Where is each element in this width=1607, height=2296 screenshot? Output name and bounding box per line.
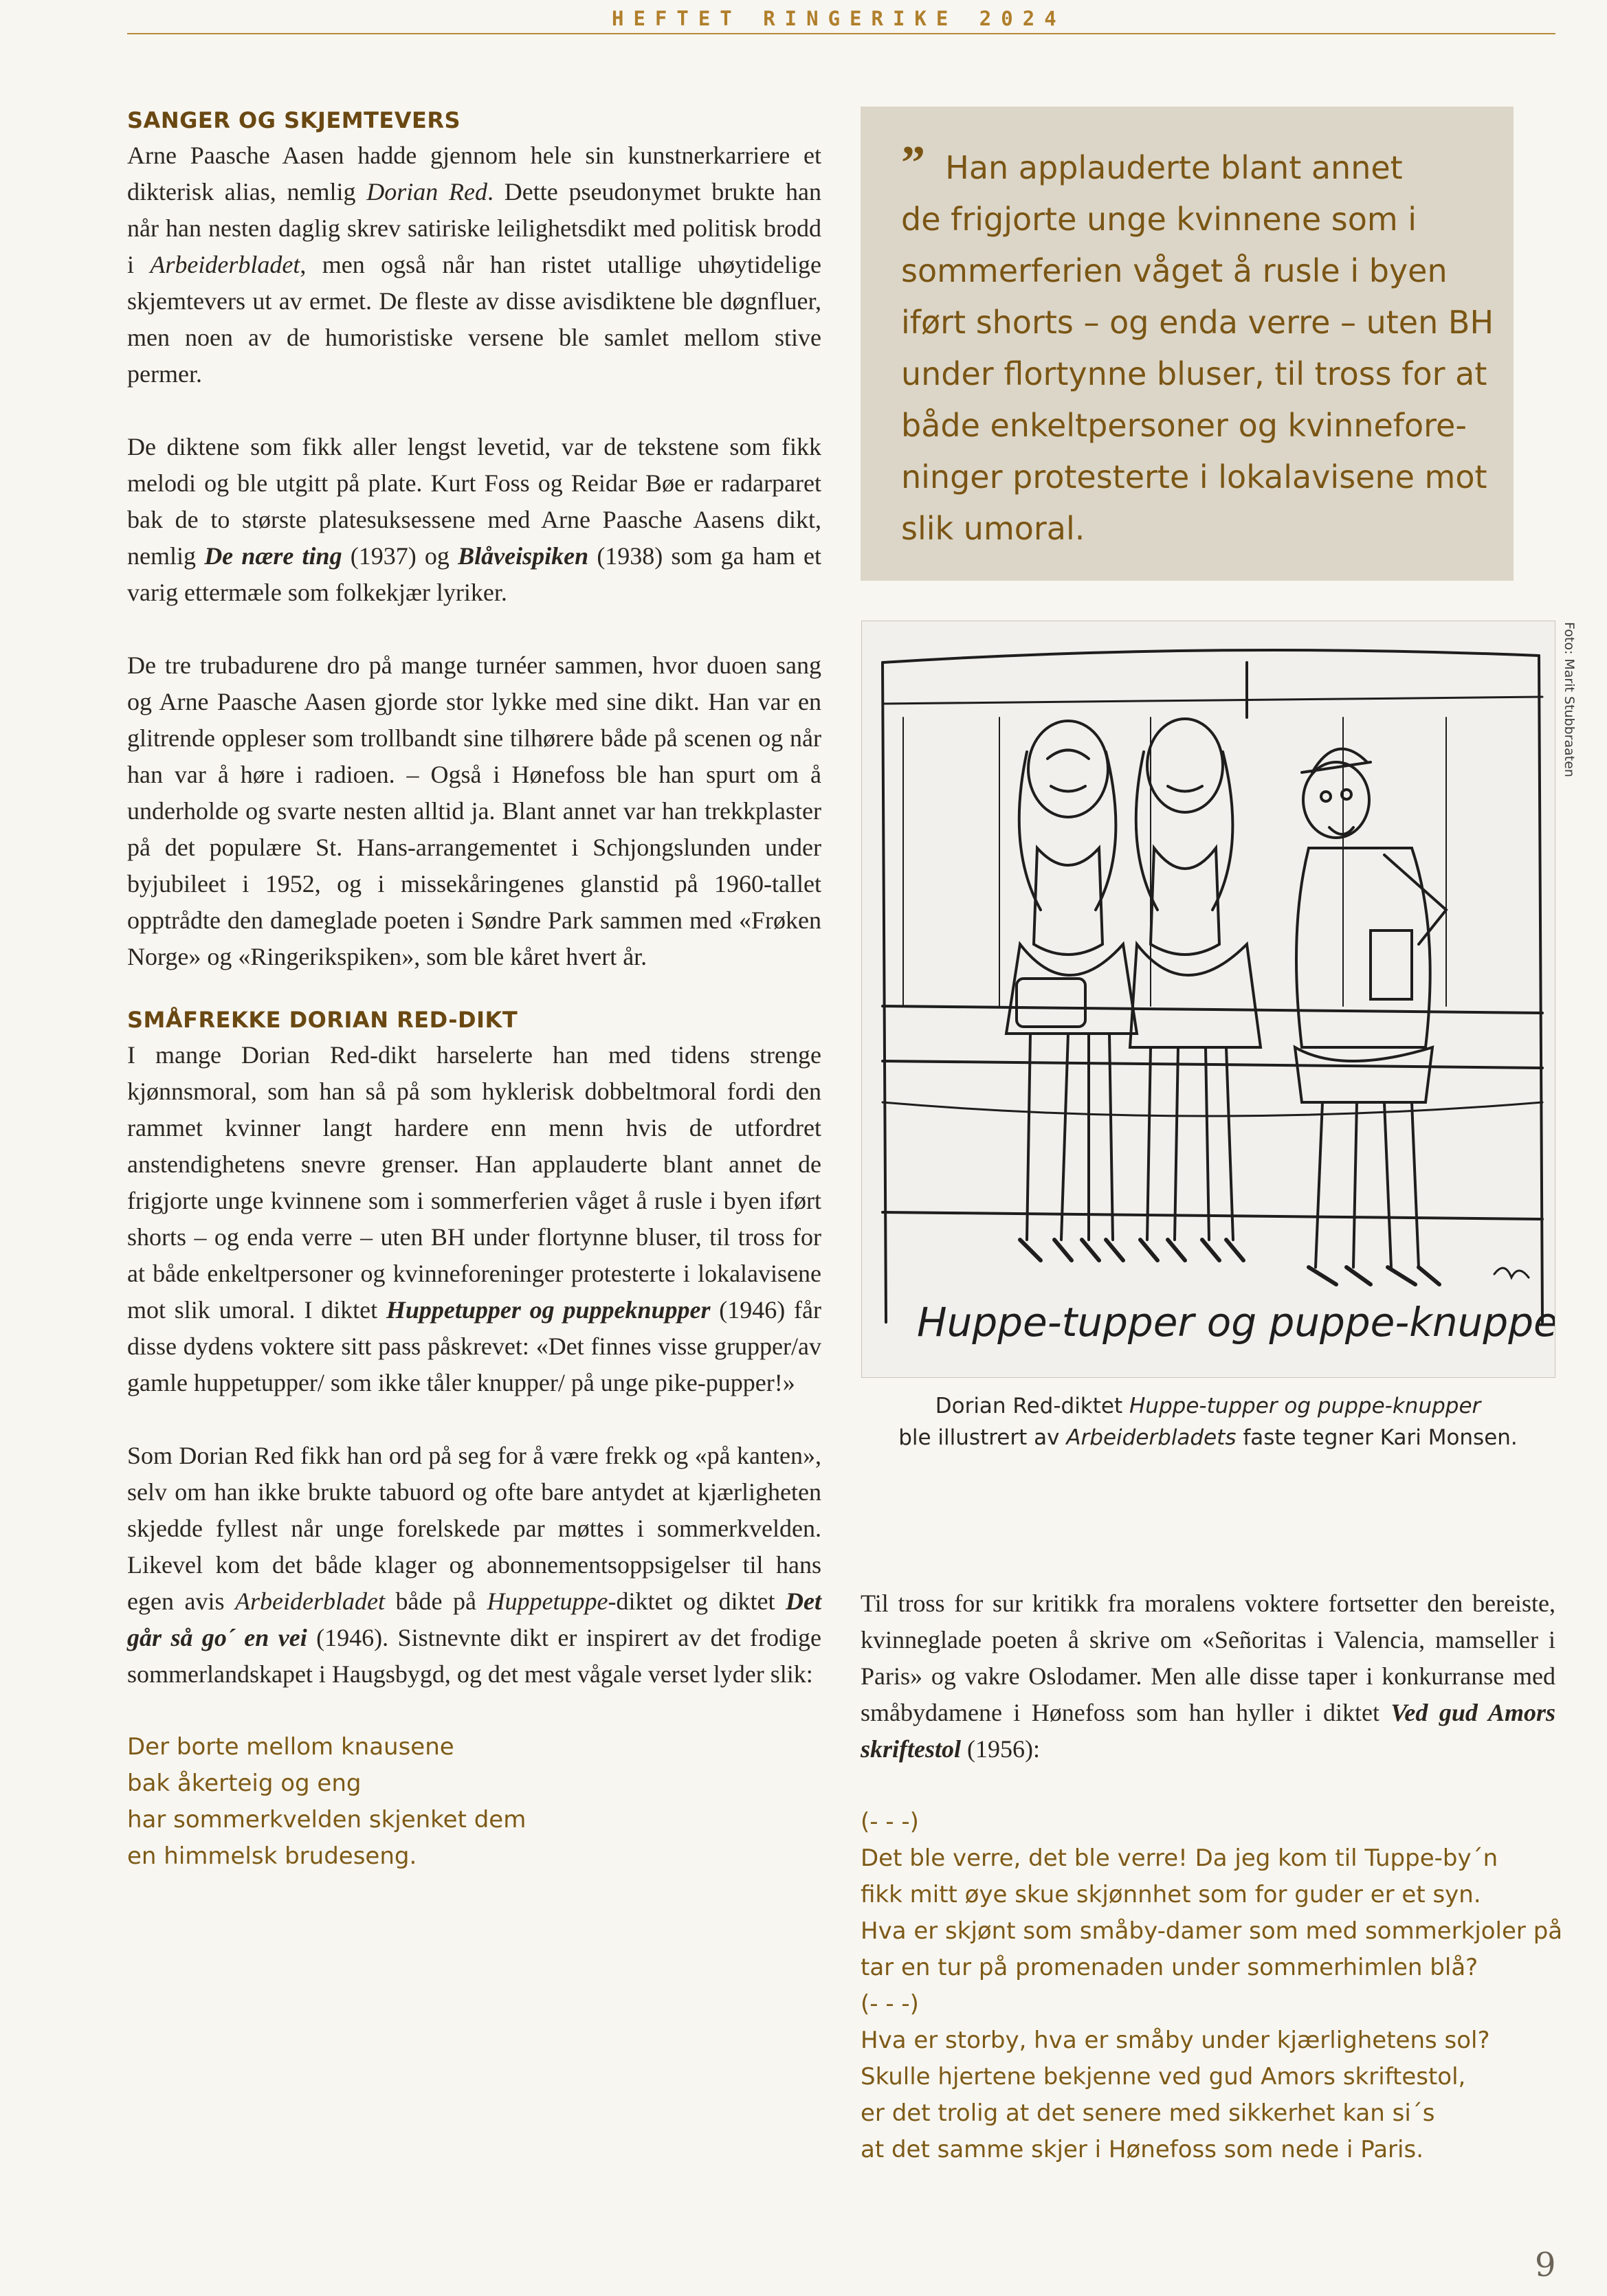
caption-line: Dorian Red-diktet Huppe-tupper og puppe-knupper [935, 1394, 1481, 1418]
verse-line: Det ble verre, det ble verre! Da jeg kom til Tuppe-by´n [861, 1844, 1498, 1872]
verse-line: Hva er storby, hva er småby under kjærlighetens sol? [861, 2027, 1490, 2054]
cartoon-illustration [861, 621, 1555, 1378]
verse-line: Hva er skjønt som småby-damer som med sommerkjoler på [861, 1917, 1563, 1945]
section-heading-smafrekke: SMÅFREKKE DORIAN RED-DIKT [127, 1007, 518, 1033]
cartoon-title: Huppe-tupper og puppe-knupper. [917, 1299, 1555, 1346]
quote-line: ninger protesterte i lokalavisene mot [901, 458, 1487, 495]
cartoon-drawing [862, 621, 1555, 1377]
right-column [861, 1585, 1563, 2168]
paragraph-morals: I mange Dorian Red-dikt harselerte han med tidens strenge kjønnsmoral, som han så på som hyklerisk dobbeltmoral fordi den rammet kvinner langt hardere enn menn hvis de utfordret anstendighetens snevre grenser. Han applauderte blant annet de frigjorte unge kvinnene som i sommerferien våget å rusle i byen iført shorts – og enda verre – uten BH under flortynne bluser, til tross for at både enkeltpersoner og kvinneforeninger protesterte i lokalavisene mot slik umoral. I diktet Huppetupper og puppeknupper (1946) får disse dydens voktere sitt pass påskrevet: «Det finnes visse grupper/av gamle huppetupper/ som ikke tåler knupper/ på unge pike-pupper!» [127, 1041, 822, 1396]
verse-line: har sommerkvelden skjenket dem [127, 1806, 527, 1834]
verse-amors-skriftestol [861, 1804, 1563, 2168]
left-column [127, 103, 821, 1875]
paragraph-senoritas: Til tross for sur kritikk fra moralens voktere fortsetter den bereiste, kvinneglade poeten å skrive om «Señoritas i Valencia, mamseller i Paris» og vakre Oslodamer. Men alle disse taper i konkurranse med småbydamene i Hønefoss som han hyller i diktet Ved gud Amors skriftestol (1956): [861, 1590, 1555, 1763]
pull-quote [861, 107, 1514, 581]
quote-line: under flortynne bluser, til tross for at [901, 355, 1487, 392]
verse-line: at det samme skjer i Hønefoss som nede i Paris. [861, 2136, 1424, 2163]
image-caption [861, 1390, 1555, 1453]
paragraph-reputation: Som Dorian Red fikk han ord på seg for å være frekk og «på kanten», selv om han ikke brukte tabuord og ofte bare antydet at kjærligheten skjedde fyllest når unge forelskede par møttes i sommerkvelden. Likevel kom det både klager og abonnementsoppsigelser til hans egen avis Arbeiderbladet både på Huppetuppe-diktet og diktet Det går så go´ en vei (1946). Sistnevnte dikt er inspirert av det frodige sommerlandskapet i Haugsbygd, og det mest vågale verset lyder slik: [127, 1442, 821, 1688]
verse-line: fikk mitt øye skue skjønnhet som for guder er et syn. [861, 1881, 1481, 1908]
verse-line: (- - -) [861, 1808, 919, 1836]
quote-line: de frigjorte unge kvinnene som i [901, 201, 1417, 238]
verse-line: er det trolig at det senere med sikkerhet kan si´s [861, 2099, 1435, 2127]
quote-line: sommerferien våget å rusle i byen [901, 252, 1448, 289]
verse-line: en himmelsk brudeseng. [127, 1842, 417, 1870]
verse-haugsbygd [127, 1729, 821, 1875]
paragraph-alias: Arne Paasche Aasen hadde gjennom hele sin kunstnerkarriere et dikterisk alias, nemlig Dorian Red. Dette pseudonymet brukte han når han nesten daglig skrev satiriske leilighetsdikt med politisk brodd i Arbeiderbladet, men også når han ristet utallige uhøytidelige skjemtevers ut av ermet. De fleste av disse avisdiktene ble døgnfluer, men noen av de humoristiske versene ble samlet mellom stive permer. [127, 142, 822, 388]
header-title: HEFTET RINGERIKE 2024 [612, 7, 1066, 30]
verse-line: Skulle hjertene bekjenne ved gud Amors skriftestol, [861, 2063, 1466, 2091]
verse-line: bak åkerteig og eng [127, 1770, 362, 1797]
verse-line: (- - -) [861, 1990, 919, 2018]
page-number: 9 [1535, 2246, 1556, 2284]
section-heading-sanger: SANGER OG SKJEMTEVERS [127, 107, 461, 133]
quote-line: både enkeltpersoner og kvinnefore- [901, 407, 1467, 444]
caption-line: ble illustrert av Arbeiderbladets faste tegner Kari Monsen. [898, 1425, 1518, 1450]
quote-line: ” Han applauderte blant annet [901, 137, 1403, 190]
running-header [127, 5, 1555, 34]
verse-line: tar en tur på promenaden under sommerhimlen blå? [861, 1954, 1478, 1981]
verse-line: Der borte mellom knausene [127, 1733, 454, 1761]
quote-mark: ” [901, 137, 925, 190]
quote-line: slik umoral. [901, 510, 1085, 547]
quote-line: iført shorts – og enda verre – uten BH [901, 304, 1494, 341]
paragraph-tours: De tre trubadurene dro på mange turnéer sammen, hvor duoen sang og Arne Paasche Aasen gjorde stor lykke med sine dikt. Han var en glitrende oppleser som trollbandt sine tilhørere både på scenen og når han var å høre i radioen. – Også i Hønefoss ble han spurt om å underholde og svarte nesten alltid ja. Blant annet var han trekkplaster på det populære St. Hans-arrangementet i Schjongslunden under byjubileet i 1952, og i missekåringenes glanstid på 1960-tallet opptrådte den dameglade poeten i Søndre Park sammen med «Frøken Norge» og «Ringerikspiken», som ble kåret hvert år. [127, 651, 821, 970]
photo-credit: Foto: Marit Stubbraaten [1562, 622, 1577, 777]
paragraph-plates: De diktene som fikk aller lengst levetid, var de tekstene som fikk melodi og ble utgitt på plate. Kurt Foss og Reidar Bøe er radarparet bak de to største platesuksessene med Arne Paasche Aasens dikt, nemlig De nære ting (1937) og Blåveispiken (1938) som ga ham et varig ettermæle som folkekjær lyriker. [127, 433, 822, 606]
